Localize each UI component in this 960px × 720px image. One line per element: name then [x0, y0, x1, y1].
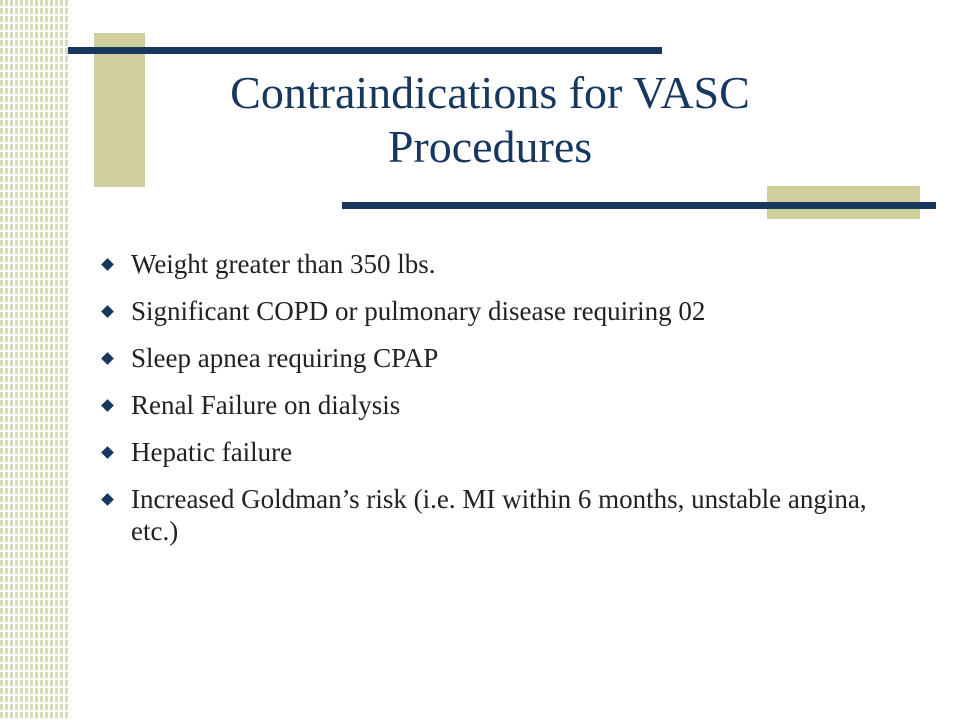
- diamond-bullet-icon: [101, 493, 114, 506]
- diamond-bullet-icon: [101, 446, 114, 459]
- slide-title: Contraindications for VASC Procedures: [230, 67, 750, 172]
- accent-block-top-left: [94, 33, 145, 187]
- bullet-item: [96, 436, 896, 468]
- diamond-bullet-icon: [101, 399, 114, 412]
- bullet-text: Increased Goldman’s risk (i.e. MI within 6 months, unstable angina, etc.): [131, 484, 867, 546]
- title-rule-bottom: [342, 202, 936, 209]
- bullet-item: [96, 389, 896, 421]
- title-rule-top: [68, 47, 662, 54]
- bullet-text: Hepatic failure: [131, 437, 293, 467]
- bullet-text: Sleep apnea requiring CPAP: [131, 343, 439, 373]
- bullet-text: Weight greater than 350 lbs.: [131, 249, 436, 279]
- bullet-item: [96, 483, 896, 547]
- striped-margin-decoration: [0, 0, 68, 720]
- diamond-bullet-icon: [101, 305, 114, 318]
- diamond-bullet-icon: [101, 352, 114, 365]
- bullet-list: [96, 248, 896, 562]
- bullet-text: Renal Failure on dialysis: [131, 390, 401, 420]
- diamond-bullet-icon: [101, 258, 114, 271]
- bullet-item: [96, 248, 896, 280]
- bullet-text: Significant COPD or pulmonary disease requiring 02: [131, 296, 706, 326]
- bullet-item: [96, 295, 896, 327]
- bullet-item: [96, 342, 896, 374]
